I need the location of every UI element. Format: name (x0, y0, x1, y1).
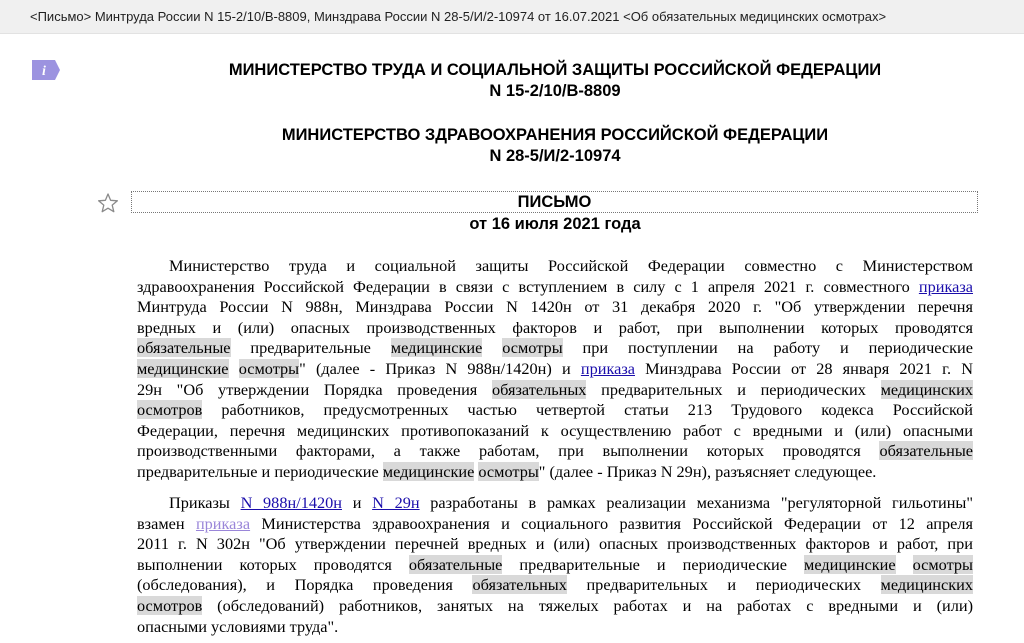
text-line (137, 493, 973, 514)
search-highlight: обязательных (491, 379, 587, 399)
text-run: взамен (137, 513, 196, 533)
text-line (137, 462, 973, 483)
text-line (137, 555, 973, 576)
text-run: (обследования), и Порядка проведения (137, 575, 473, 595)
search-highlight: осмотры (502, 338, 563, 358)
text-line (137, 297, 973, 318)
text-line (137, 514, 973, 535)
text-run: 29н "Об утверждении Порядка проведения (137, 379, 492, 399)
ministry-health-number: N 28-5/И/2-10974 (489, 147, 621, 165)
search-highlight: обязательные (408, 554, 503, 574)
text-run: Минздрава России от 28 января 2021 г. N (635, 358, 973, 378)
text-line (137, 575, 973, 596)
text-run: предварительных и периодических (586, 379, 881, 399)
text-run: Приказы (169, 493, 241, 512)
document-date: от 16 июля 2021 года (469, 215, 641, 233)
text-run: Федерации, перечня медицинских противопоказаний к осуществлению работ с вредными и (или) опасными (137, 420, 973, 440)
text-run: производственными факторами, а также работам, при выполнении которых проводятся (137, 441, 880, 461)
text-line (137, 318, 973, 339)
text-run (229, 359, 239, 378)
text-run: здравоохранения Российской Федерации в связи с вступлением в силу с 1 апреля 2021 г. совместного (137, 276, 919, 296)
search-highlight: осмотры (238, 358, 300, 378)
text-run: Министерства здравоохранения и социального развития Российской Федерации от 12 апреля (250, 513, 973, 533)
document-link[interactable]: приказа (195, 513, 251, 533)
text-line (137, 596, 973, 617)
text-line (137, 277, 973, 298)
document-type: ПИСЬМО (131, 191, 978, 213)
text-run: предварительные и периодические (502, 554, 805, 574)
text-run: 2011 г. N 302н "Об утверждении перечней вредных и (или) опасных производственных факторов и работ, при (137, 534, 973, 554)
text-run: Минтруда России N 988н, Минздрава России N 1420н от 31 декабря 2020 г. "Об утверждении перечня (137, 297, 973, 317)
ministry-health-title: МИНИСТЕРСТВО ЗДРАВООХРАНЕНИЯ РОССИЙСКОЙ ФЕДЕРАЦИИ (281, 126, 829, 144)
text-run (482, 338, 502, 357)
text-run: при поступлении на работу и периодические (562, 338, 973, 358)
search-highlight: медицинские (804, 554, 896, 574)
text-run: разработаны в рамках реализации механизма "регуляторной гильотины" (419, 493, 974, 512)
search-highlight: обязательных (472, 575, 567, 595)
text-run: " (далее - Приказ N 988н/1420н) и (299, 358, 581, 378)
search-highlight: обязательные (137, 338, 231, 358)
text-run: и (341, 493, 373, 512)
text-run: опасными условиями труда". (137, 616, 339, 636)
document-link[interactable]: приказа (580, 358, 635, 378)
search-highlight: осмотров (137, 595, 203, 615)
star-icon[interactable] (97, 192, 119, 214)
text-run: предварительных и периодических (566, 575, 881, 595)
text-line (137, 400, 973, 421)
text-line (137, 534, 973, 555)
search-highlight: медицинских (880, 379, 974, 399)
document-link[interactable]: N 29н (372, 493, 420, 512)
ministry-labor-title: МИНИСТЕРСТВО ТРУДА И СОЦИАЛЬНОЙ ЗАЩИТЫ РОССИЙСКОЙ ФЕДЕРАЦИИ (228, 61, 882, 79)
text-run: предварительные и периодические (137, 461, 383, 481)
ministry-health-heading (130, 125, 980, 167)
text-run: Министерство труда и социальной защиты Российской Федерации совместно с Министерством (169, 256, 973, 275)
text-line (137, 338, 973, 359)
top-bar (0, 0, 1024, 34)
ministry-labor-heading (130, 60, 980, 102)
search-highlight: осмотров (137, 400, 203, 420)
text-run: работников, предусмотренных частью четвертой статьи 213 Трудового кодекса Российской (202, 400, 973, 420)
search-highlight: обязательные (879, 441, 973, 461)
document-link[interactable]: приказа (918, 276, 973, 296)
text-line (137, 617, 973, 638)
breadcrumb: <Письмо> Минтруда России N 15-2/10/В-8809, Минздрава России N 28-5/И/2-10974 от 16.07.2021 <Об обязательных медицинских осмотрах> (30, 9, 887, 24)
search-highlight: медицинские (390, 338, 483, 358)
search-highlight: медицинских (880, 575, 973, 595)
info-icon[interactable] (31, 59, 61, 81)
text-line (137, 256, 973, 277)
search-highlight: медицинские (137, 358, 229, 378)
text-run: (обследований) работников, занятых на тяжелых работах и на работах с вредными и (или) (202, 595, 973, 615)
search-highlight: медицинские (382, 461, 475, 481)
text-run (896, 555, 913, 574)
paragraph-1 (137, 256, 973, 483)
search-highlight: осмотры (912, 554, 973, 574)
text-line (137, 380, 973, 401)
text-line (137, 421, 973, 442)
text-run: предварительные (230, 338, 391, 358)
text-run: " (далее - Приказ N 29н), разъясняет следующее. (538, 461, 877, 481)
search-highlight: осмотры (478, 461, 539, 481)
paragraph-2 (137, 493, 973, 637)
document-link[interactable]: N 988н/1420н (240, 493, 342, 512)
text-run: вредных и (или) опасных производственных факторов и работ, при выполнении которых проводятся (137, 317, 973, 337)
svg-text:i: i (42, 64, 46, 79)
text-line (137, 441, 973, 462)
text-line (137, 359, 973, 380)
text-run: выполнении которых проводятся (137, 554, 409, 574)
ministry-labor-number: N 15-2/10/В-8809 (489, 82, 621, 100)
